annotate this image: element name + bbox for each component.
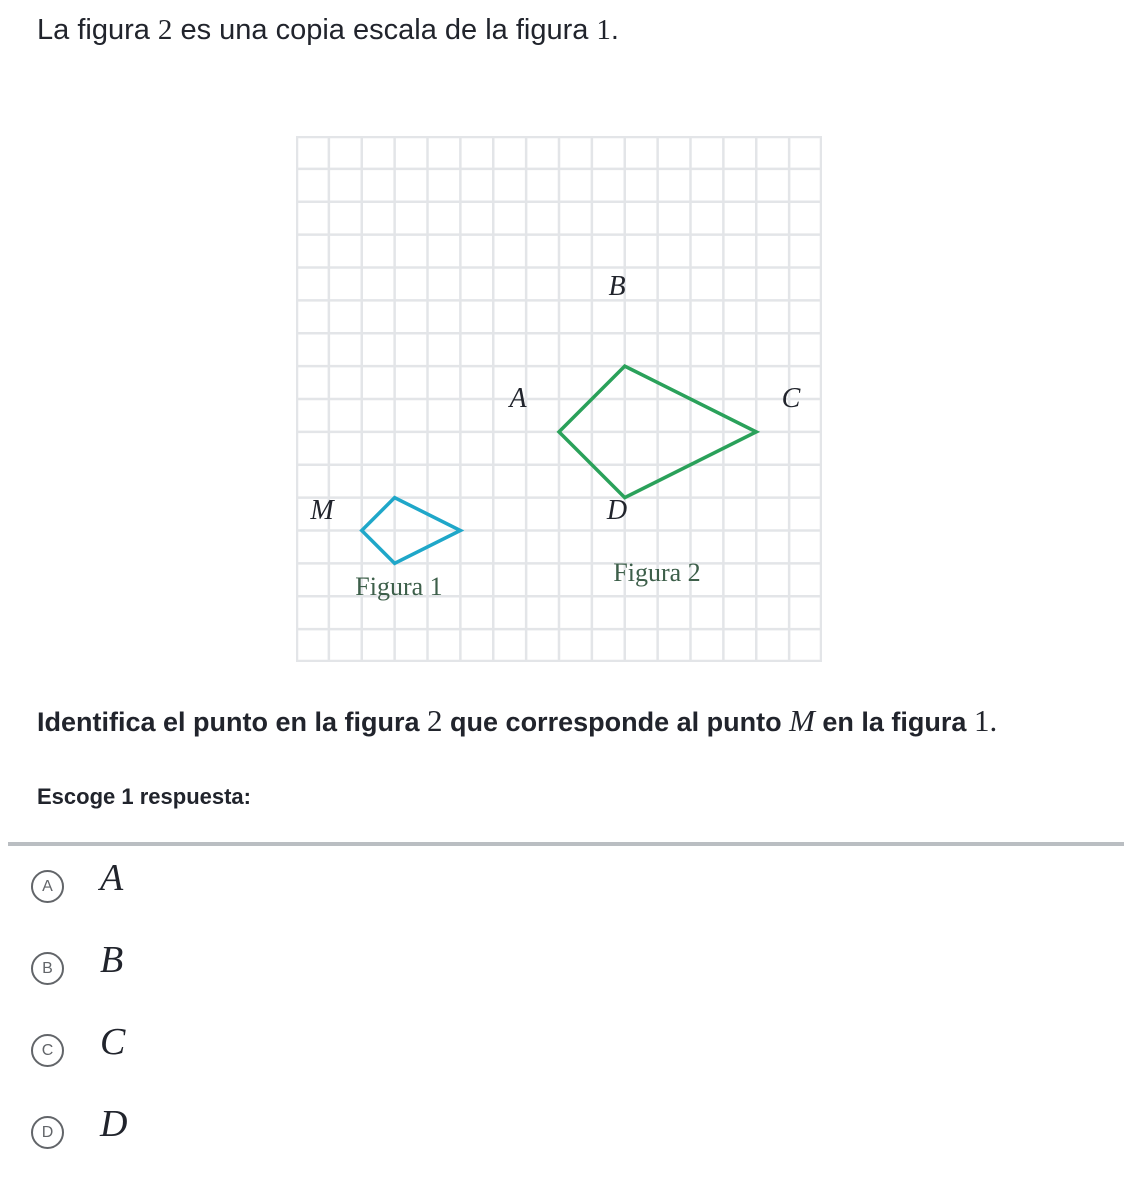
point-label-d: D [606,495,628,526]
question-text-1: Identifica el punto en la figura [37,707,428,737]
point-label-c: C [781,383,801,414]
question-text-2: que corresponde al punto [442,707,790,737]
choice-instructions: Escoge 1 respuesta: [37,784,251,809]
intro-text-1: La figura [37,14,158,46]
point-label-a: A [509,383,527,414]
figure-2-label: Figura 2 [613,558,701,587]
intro-text-end: . [610,14,619,46]
choice-b-value: B [100,939,124,981]
choice-c-letter-circle: C [31,1034,64,1067]
question-text [37,703,997,739]
choice-c-value: C [100,1021,126,1063]
figure-1-label: Figura 1 [355,572,443,601]
question-point-m: M [789,703,815,738]
problem-intro [37,14,619,47]
choice-b[interactable] [0,928,1128,1010]
choice-a-letter-circle: A [31,870,64,903]
choice-d-letter-circle: D [31,1116,64,1149]
choice-d-value: D [100,1103,128,1145]
question-text-end: . [989,703,998,738]
choice-d[interactable] [0,1092,1128,1174]
intro-figure-1-number: 1 [596,14,611,46]
choice-c[interactable] [0,1010,1128,1092]
question-text-3: en la figura [814,707,974,737]
intro-text-2: es una copia escala de la figura [172,14,597,46]
choice-a[interactable] [0,846,1128,928]
point-label-b: B [608,271,626,302]
choice-b-letter-circle: B [31,952,64,985]
grid-svg [296,136,822,662]
question-figure-2-number: 2 [427,703,443,738]
choice-a-value: A [100,857,124,899]
scale-figure-graph [296,136,822,667]
point-label-m: M [310,495,334,526]
intro-figure-2-number: 2 [157,14,173,46]
question-figure-1-number: 1 [973,703,990,738]
